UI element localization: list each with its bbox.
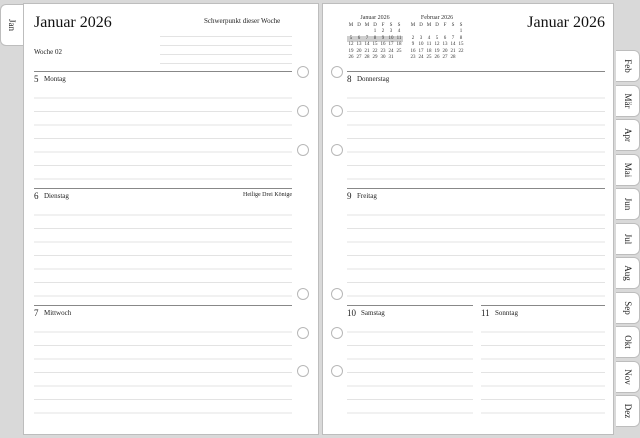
calendar-day[interactable]: 26 xyxy=(348,55,354,60)
day-block-thursday[interactable] xyxy=(347,71,605,187)
day-number: 6 xyxy=(34,191,39,201)
calendar-day xyxy=(395,55,403,62)
calendar-day[interactable]: 8 xyxy=(459,35,463,41)
day-name: Freitag xyxy=(357,192,377,200)
tab-label: Sep xyxy=(622,300,633,315)
day-number: 11 xyxy=(481,308,490,318)
day-name: Samstag xyxy=(361,309,385,317)
day-block-sunday[interactable] xyxy=(481,305,605,425)
calendar-day[interactable]: 31 xyxy=(388,55,394,60)
weekday-header: F xyxy=(381,22,385,28)
calendar-day[interactable]: 10 xyxy=(418,42,424,47)
weekday-header: M xyxy=(364,22,370,28)
calendar-day[interactable]: 29 xyxy=(372,55,378,60)
binder-hole xyxy=(297,365,309,377)
note-lines[interactable] xyxy=(481,319,605,425)
weekday-header: M xyxy=(426,22,432,28)
tab-sep[interactable] xyxy=(616,292,640,324)
tab-label: Dez xyxy=(622,403,633,419)
binder-hole xyxy=(331,66,343,78)
day-header xyxy=(34,188,292,203)
weekday-header: S xyxy=(459,22,463,28)
day-header xyxy=(347,305,473,320)
calendar-day[interactable]: 16 xyxy=(380,42,386,47)
day-header xyxy=(481,305,605,320)
calendar-day[interactable]: 8 xyxy=(371,36,379,43)
weekday-header: S xyxy=(451,22,455,28)
calendar-day[interactable]: 22 xyxy=(458,48,464,54)
binder-hole xyxy=(297,105,309,117)
weekday-header: M xyxy=(348,22,354,28)
tab-okt[interactable] xyxy=(616,326,640,358)
day-number: 9 xyxy=(347,191,352,201)
left-month-title: Januar 2026 xyxy=(34,14,112,31)
calendar-day[interactable]: 5 xyxy=(435,35,439,41)
calendar-day[interactable]: 25 xyxy=(396,48,402,54)
note-lines[interactable] xyxy=(34,85,292,187)
calendar-day[interactable]: 21 xyxy=(364,48,370,54)
calendar-day xyxy=(457,55,465,62)
calendar-day[interactable]: 30 xyxy=(380,55,386,60)
calendar-day[interactable]: 6 xyxy=(355,36,363,43)
calendar-day[interactable]: 23 xyxy=(380,48,386,54)
mini-calendar-february xyxy=(409,15,465,62)
calendar-day[interactable]: 6 xyxy=(443,35,447,41)
mini-calendar-january xyxy=(347,15,403,62)
calendar-day[interactable]: 26 xyxy=(434,55,440,60)
calendar-day[interactable]: 3 xyxy=(419,35,423,41)
calendar-day[interactable]: 14 xyxy=(364,42,370,47)
tab-label: Mär xyxy=(622,93,633,108)
tab-label: Okt xyxy=(622,335,633,349)
day-number: 10 xyxy=(347,308,356,318)
calendar-day[interactable]: 13 xyxy=(442,42,448,47)
day-number: 7 xyxy=(34,308,39,318)
calendar-day[interactable]: 17 xyxy=(418,48,424,54)
tab-apr[interactable] xyxy=(616,119,640,151)
calendar-day[interactable]: 18 xyxy=(396,42,402,47)
calendar-day[interactable]: 23 xyxy=(410,55,416,60)
tab-label: Jul xyxy=(622,233,633,244)
binder-hole xyxy=(331,365,343,377)
calendar-day[interactable]: 15 xyxy=(458,42,464,47)
day-block-monday[interactable] xyxy=(34,71,292,187)
calendar-day[interactable]: 28 xyxy=(450,55,456,60)
weekday-header: D xyxy=(357,22,361,28)
mini-calendar-title: Januar 2026 xyxy=(360,15,390,21)
calendar-day[interactable]: 22 xyxy=(372,48,378,54)
weekday-header: F xyxy=(443,22,447,28)
calendar-day[interactable]: 20 xyxy=(442,48,448,54)
calendar-day[interactable]: 2 xyxy=(411,35,415,41)
tab-label: Nov xyxy=(622,368,633,385)
calendar-day[interactable]: 14 xyxy=(450,42,456,47)
tab-label: Aug xyxy=(622,265,633,281)
note-lines[interactable] xyxy=(34,202,292,304)
tab-jul[interactable] xyxy=(616,223,640,255)
calendar-day[interactable]: 2 xyxy=(381,29,385,34)
calendar-day[interactable]: 5 xyxy=(347,36,355,43)
calendar-day[interactable]: 19 xyxy=(348,48,354,54)
day-name: Mittwoch xyxy=(44,309,72,317)
calendar-day[interactable]: 10 xyxy=(388,35,394,41)
week-label: Woche 02 xyxy=(34,48,63,56)
binder-hole xyxy=(331,327,343,339)
tab-feb[interactable] xyxy=(616,50,640,82)
calendar-day[interactable]: 7 xyxy=(363,36,371,43)
focus-label: Schwerpunkt dieser Woche xyxy=(204,17,281,25)
weekday-header: S xyxy=(397,22,401,28)
day-number: 8 xyxy=(347,74,352,84)
calendar-day[interactable]: 19 xyxy=(434,48,440,54)
calendar-day[interactable]: 28 xyxy=(364,55,370,60)
tab-dez[interactable] xyxy=(616,395,640,427)
day-number: 5 xyxy=(34,74,39,84)
note-lines[interactable] xyxy=(34,319,292,425)
tab-label: Jun xyxy=(622,197,633,211)
calendar-day[interactable]: 3 xyxy=(389,29,393,34)
day-name: Sonntag xyxy=(495,309,518,317)
binder-hole xyxy=(297,288,309,300)
day-header xyxy=(347,188,605,203)
day-header xyxy=(347,71,605,86)
tab-jan[interactable] xyxy=(0,4,23,46)
binder-hole xyxy=(297,66,309,78)
tab-aug[interactable] xyxy=(616,257,640,289)
tab-label: Apr xyxy=(622,128,633,142)
day-name: Dienstag xyxy=(44,192,69,200)
calendar-day[interactable]: 11 xyxy=(426,42,432,47)
day-block-wednesday[interactable] xyxy=(34,305,292,425)
tab-mär[interactable] xyxy=(616,85,640,117)
calendar-day[interactable]: 27 xyxy=(356,55,362,60)
day-block-tuesday[interactable] xyxy=(34,188,292,304)
calendar-day[interactable]: 7 xyxy=(451,35,455,41)
tab-jan-label: Jan xyxy=(7,19,17,31)
weekday-header: S xyxy=(389,22,393,28)
right-month-title: Januar 2026 xyxy=(527,14,605,31)
calendar-day[interactable]: 13 xyxy=(356,42,362,47)
day-block-friday[interactable] xyxy=(347,188,605,304)
calendar-day[interactable]: 25 xyxy=(426,55,432,60)
calendar-day[interactable]: 9 xyxy=(379,36,387,43)
calendar-day[interactable]: 12 xyxy=(348,42,354,47)
calendar-day[interactable]: 20 xyxy=(356,48,362,54)
calendar-day[interactable]: 27 xyxy=(442,55,448,60)
day-name: Donnerstag xyxy=(357,75,390,83)
binder-hole xyxy=(331,105,343,117)
weekday-header: D xyxy=(373,22,377,28)
calendar-day[interactable]: 16 xyxy=(410,48,416,54)
calendar-day[interactable]: 12 xyxy=(434,42,440,47)
right-page xyxy=(322,3,614,435)
day-header xyxy=(34,71,292,86)
weekday-header: D xyxy=(435,22,439,28)
day-header xyxy=(34,305,292,320)
tab-jun[interactable] xyxy=(616,188,640,220)
focus-lines[interactable] xyxy=(160,28,292,66)
day-block-saturday[interactable] xyxy=(347,305,473,425)
calendar-day[interactable]: 4 xyxy=(427,35,431,41)
tab-label: Mai xyxy=(622,162,633,177)
calendar-day[interactable]: 1 xyxy=(459,29,463,34)
tab-label: Feb xyxy=(622,59,633,73)
holiday-label: Heilige Drei Könige xyxy=(243,192,292,198)
note-lines[interactable] xyxy=(347,319,473,425)
left-page xyxy=(23,3,319,435)
binder-hole xyxy=(297,327,309,339)
tab-nov[interactable] xyxy=(616,361,640,393)
calendar-day[interactable]: 21 xyxy=(450,48,456,54)
mini-calendar-title: Februar 2026 xyxy=(420,15,454,21)
binder-hole xyxy=(331,144,343,156)
calendar-day[interactable]: 18 xyxy=(426,48,432,54)
tab-mai[interactable] xyxy=(616,154,640,186)
binder-hole xyxy=(297,144,309,156)
calendar-day[interactable]: 17 xyxy=(388,42,394,47)
note-lines[interactable] xyxy=(347,202,605,304)
binder-hole xyxy=(331,288,343,300)
calendar-day[interactable]: 1 xyxy=(373,29,377,34)
calendar-day[interactable]: 9 xyxy=(411,42,415,47)
calendar-day[interactable]: 24 xyxy=(418,55,424,60)
calendar-day[interactable]: 15 xyxy=(372,42,378,47)
weekday-header: M xyxy=(410,22,416,28)
calendar-day[interactable]: 4 xyxy=(397,29,401,34)
weekday-header: D xyxy=(419,22,423,28)
note-lines[interactable] xyxy=(347,85,605,187)
calendar-day[interactable]: 11 xyxy=(396,35,402,41)
day-name: Montag xyxy=(44,75,66,83)
calendar-day[interactable]: 24 xyxy=(388,48,394,54)
